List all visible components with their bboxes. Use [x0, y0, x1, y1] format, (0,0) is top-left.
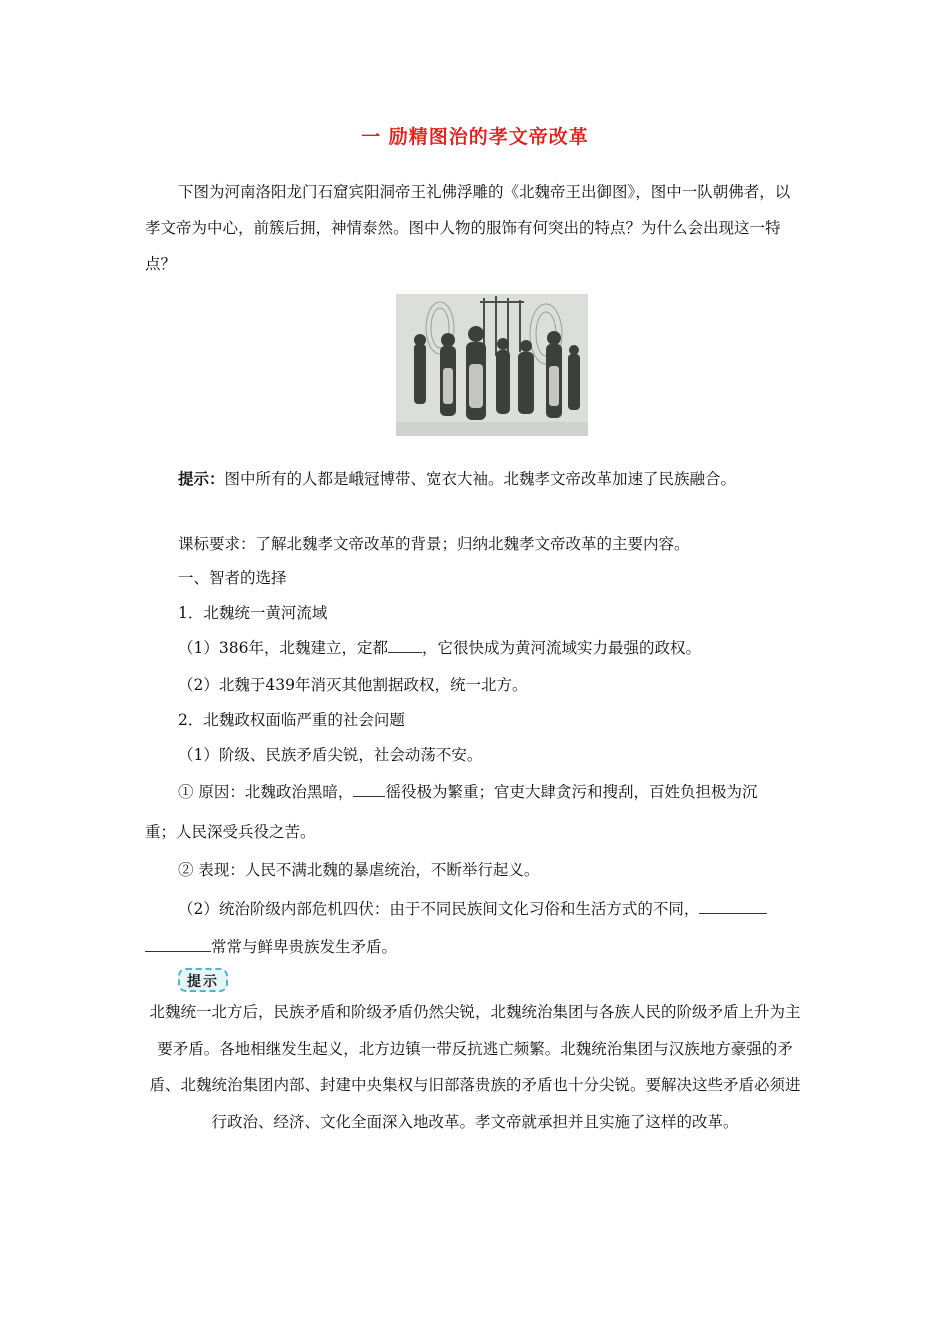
relief-image	[396, 294, 588, 436]
curriculum-requirement: 课标要求：了解北魏孝文帝改革的背景；归纳北魏孝文帝改革的主要内容。	[178, 535, 690, 553]
fill-blank-conflict-2[interactable]	[145, 937, 211, 952]
fill-blank-cause[interactable]	[353, 782, 385, 797]
item-2-2-cont	[145, 935, 397, 957]
manifestation-line: ② 表现：人民不满北魏的暴虐统治，不断举行起义。	[178, 861, 540, 879]
item-1-1	[178, 636, 701, 658]
fill-blank-capital[interactable]	[388, 638, 422, 653]
section-heading: 一、智者的选择	[178, 569, 287, 587]
item-2-2	[178, 897, 767, 919]
fill-blank-conflict-1[interactable]	[699, 899, 767, 914]
item-2-heading: 2．北魏政权面临严重的社会问题	[178, 711, 405, 729]
item-1-2: （2）北魏于439年消灭其他割据政权，统一北方。	[178, 676, 528, 694]
cause-text-b: 徭役极为繁重；官吏大肆贪污和搜刮，百姓负担极为沉	[385, 783, 758, 801]
item-1-1-text-b: ，它很快成为黄河流域实力最强的政权。	[421, 639, 701, 657]
page-title: 一 励精图治的孝文帝改革	[361, 126, 589, 148]
cause-line-cont: 重；人民深受兵役之苦。	[145, 823, 316, 841]
procession-relief-illustration	[396, 294, 588, 436]
tip-badge: 提示	[178, 968, 228, 992]
hint-label: 提示：	[178, 469, 225, 488]
item-2-2-text-a: （2）统治阶级内部危机四伏：由于不同民族间文化习俗和生活方式的不同，	[178, 900, 700, 918]
hint-line	[178, 467, 736, 489]
item-1-heading: 1．北魏统一黄河流域	[178, 604, 328, 622]
hint-text: 图中所有的人都是峨冠博带、宽衣大袖。北魏孝文帝改革加速了民族融合。	[224, 470, 737, 488]
cause-line	[178, 780, 757, 802]
cause-text-a: ① 原因：北魏政治黑暗，	[178, 783, 354, 801]
item-1-1-text-a: （1）386年，北魏建立，定都	[178, 639, 388, 657]
tip-paragraph: 北魏统一北方后，民族矛盾和阶级矛盾仍然尖锐，北魏统治集团与各族人民的阶级矛盾上升为主要矛盾。各地相继发生起义，北方边镇一带反抗逃亡频繁。北魏统治集团与汉族地方豪强的矛盾、北魏统治集团内部、封建中央集权与旧部落贵族的矛盾也十分尖锐。要解决这些矛盾必须进行政治、经济、文化全面深入地改革。孝文帝就承担并且实施了这样的改革。	[149, 1003, 801, 1131]
intro-paragraph: 下图为河南洛阳龙门石窟宾阳洞帝王礼佛浮雕的《北魏帝王出御图》，图中一队朝佛者，以孝文帝为中心，前簇后拥，神情泰然。图中人物的服饰有何突出的特点？为什么会出现这一特点？	[145, 183, 791, 273]
item-2-1: （1）阶级、民族矛盾尖锐，社会动荡不安。	[178, 746, 483, 764]
item-2-2-text-b: 常常与鲜卑贵族发生矛盾。	[211, 938, 398, 956]
